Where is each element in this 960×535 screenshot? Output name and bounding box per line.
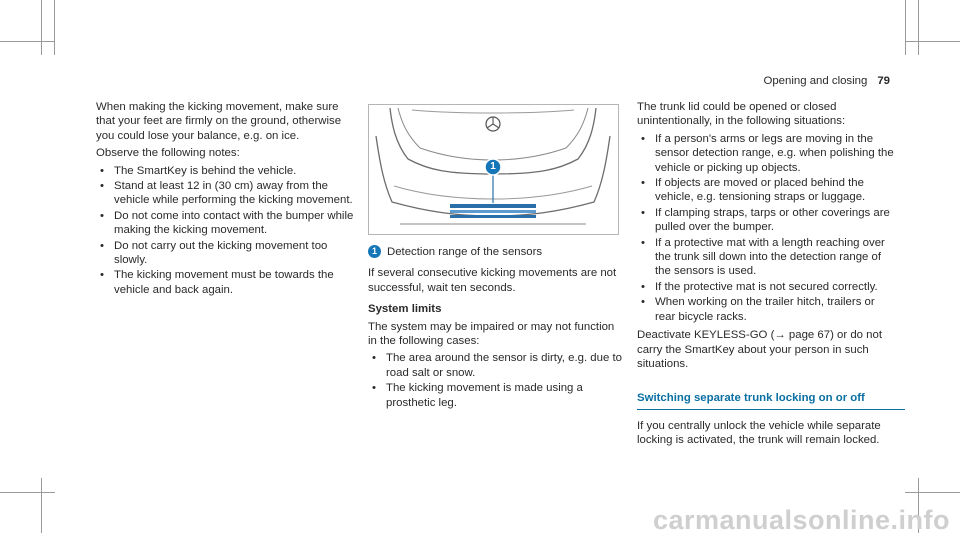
list-item: • Do not carry out the kicking movement too slowly. <box>100 239 328 267</box>
system-limits-intro: The system may be impaired or may not function in the following cases: <box>368 320 615 348</box>
list-item: • If clamping straps, tarps or other coverings are pulled over the bumper. <box>641 206 890 234</box>
bullet-icon: • <box>641 177 645 190</box>
list-item: • The SmartKey is behind the vehicle. <box>100 164 297 177</box>
crop-mark <box>0 41 55 42</box>
rear-bumper-illustration <box>368 104 619 235</box>
bullet-icon: • <box>372 382 376 395</box>
callout-number-in-figure: 1 <box>490 161 496 172</box>
list-item: • The area around the sensor is dirty, e.g. due to road salt or snow. <box>372 352 622 379</box>
situations-list <box>637 132 895 324</box>
bullet-icon: • <box>100 180 104 193</box>
bullet-icon: • <box>641 236 645 249</box>
closing-paragraph: If you centrally unlock the vehicle while separate locking is activated, the trunk will remain locked. <box>637 419 881 447</box>
crop-mark <box>41 0 42 55</box>
right-column <box>637 100 895 451</box>
list-item: • When working on the trailer hitch, trailers or rear bicycle racks. <box>641 296 875 323</box>
intro-paragraph: When making the kicking movement, make sure that your feet are firmly on the ground, otherwise you could lose your balance, e.g. on ice. <box>96 101 342 142</box>
callout-badge: 1 <box>368 245 381 258</box>
crop-mark <box>918 0 919 55</box>
list-item: • If a protective mat with a length reaching over the trunk sill down into the detection range of the sensors is used. <box>641 236 885 278</box>
bullet-icon: • <box>641 296 645 309</box>
notes-list <box>96 164 358 298</box>
left-column <box>96 100 358 298</box>
section-heading: Switching separate trunk locking on or off <box>637 391 905 409</box>
unintentional-intro: The trunk lid could be opened or closed unintentionally, in the following situations: <box>637 101 846 128</box>
bullet-icon: • <box>100 209 104 222</box>
list-item: • Do not come into contact with the bumper while making the kicking movement. <box>100 209 354 237</box>
list-item: • The kicking movement must be towards the vehicle and back again. <box>100 269 334 296</box>
section-name: Opening and closing <box>763 75 868 87</box>
bullet-icon: • <box>641 206 645 219</box>
bullet-icon: • <box>100 269 104 282</box>
watermark: carmanualsonline.info <box>652 504 950 535</box>
list-item: • If a person's arms or legs are moving in the sensor detection range, e.g. when polishing the vehicle or picking up objects. <box>641 132 894 174</box>
bullet-icon: • <box>372 352 376 365</box>
crop-mark <box>905 41 960 42</box>
system-limits-title: System limits <box>368 303 442 316</box>
running-header <box>763 74 890 88</box>
bullet-icon: • <box>100 239 104 252</box>
crop-mark <box>905 0 906 55</box>
bullet-icon: • <box>641 280 645 293</box>
crop-mark <box>54 0 55 55</box>
list-item: • If objects are moved or placed behind the vehicle, e.g. tensioning straps or luggage. <box>641 177 866 204</box>
list-item: • If the protective mat is not secured correctly. <box>641 280 878 293</box>
crop-mark <box>41 478 42 533</box>
bullet-icon: • <box>100 164 104 177</box>
crop-mark <box>0 492 55 493</box>
wait-paragraph: If several consecutive kicking movements are not successful, wait ten seconds. <box>368 267 617 294</box>
limits-list <box>368 351 624 410</box>
bullet-icon: • <box>641 132 645 145</box>
list-item: • The kicking movement is made using a prosthetic leg. <box>372 382 583 409</box>
deactivate-paragraph: Deactivate KEYLESS-GO (→ page 67) or do not carry the SmartKey about your person in such situations. <box>637 329 883 370</box>
callout-caption: 1 Detection range of the sensors <box>368 245 624 259</box>
list-item: • Stand at least 12 in (30 cm) away from the vehicle while performing the kicking movement. <box>100 180 353 207</box>
page-number: 79 <box>877 75 890 87</box>
middle-column <box>368 245 624 411</box>
observe-notes: Observe the following notes: <box>96 147 240 160</box>
crop-mark <box>905 492 960 493</box>
